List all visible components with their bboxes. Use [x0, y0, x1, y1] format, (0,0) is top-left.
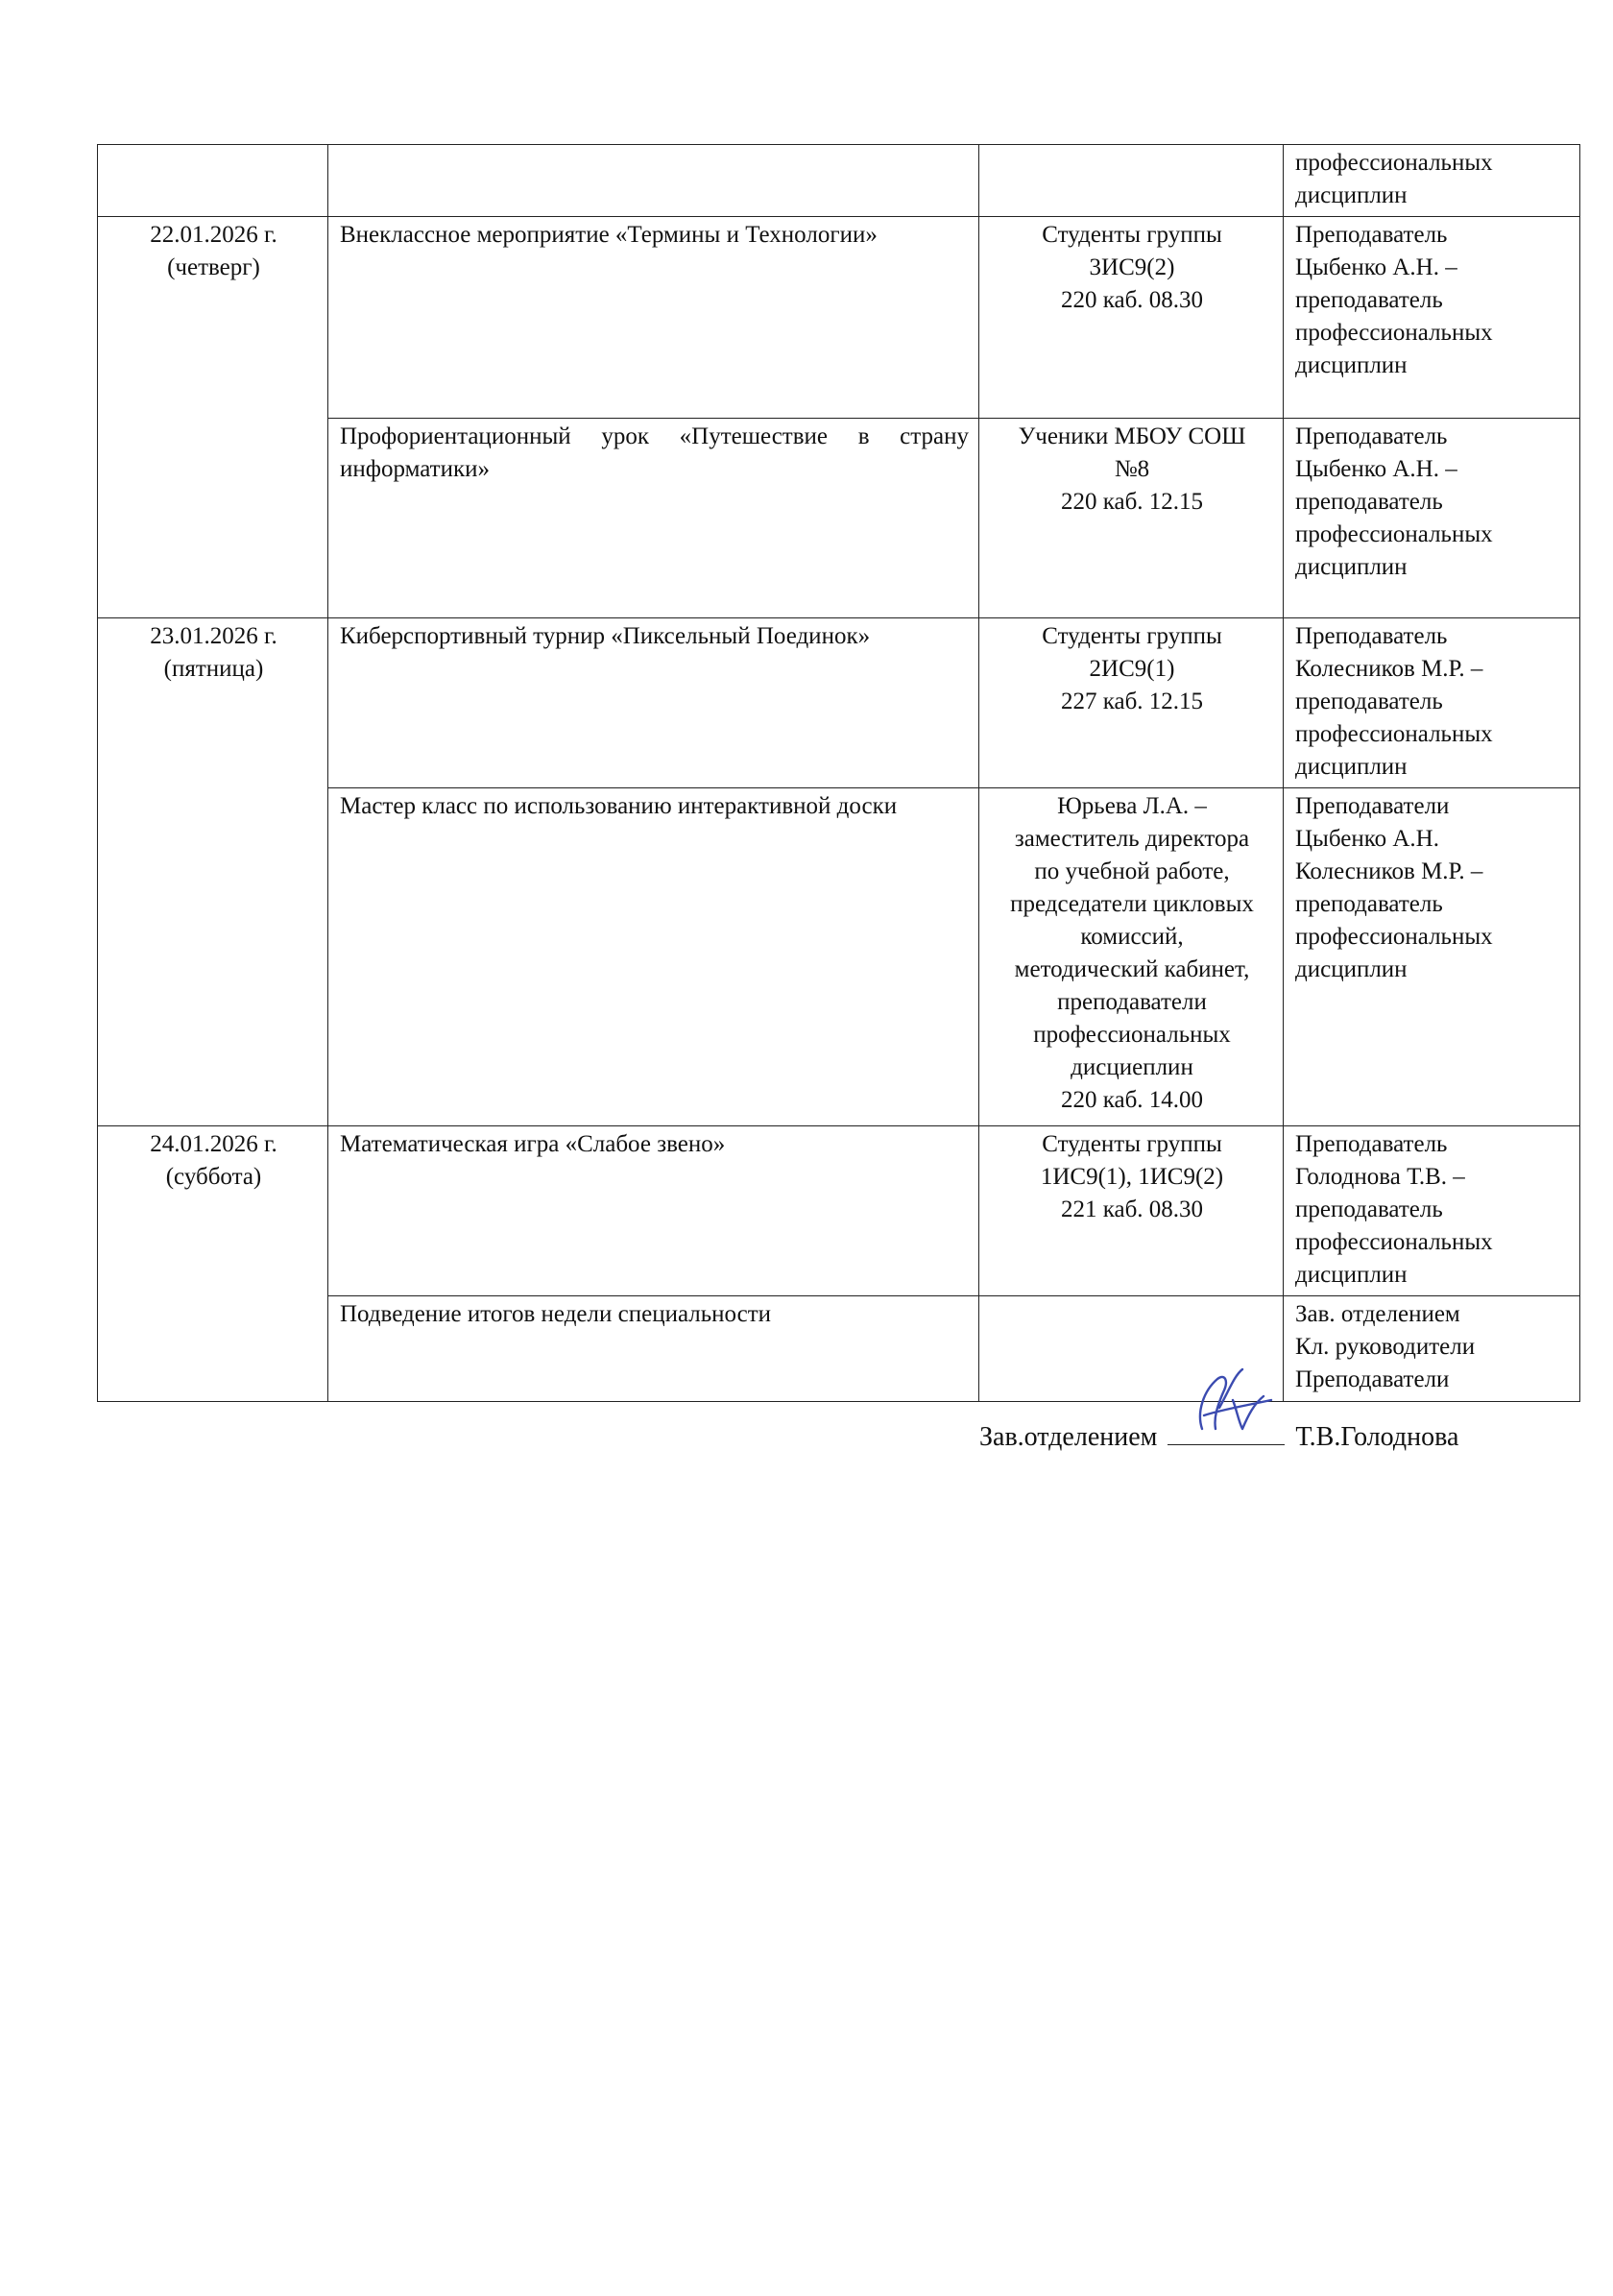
- participants-cell: [979, 145, 1284, 217]
- weekday-text: (суббота): [165, 1164, 262, 1190]
- event-cell: Мастер класс по использованию интерактивной доски: [328, 788, 979, 1126]
- participants-cell: Студенты группы 2ИС9(1) 227 каб. 12.15: [979, 618, 1284, 788]
- signer-name: Т.В.Голоднова: [1295, 1422, 1459, 1452]
- responsible-cell: Преподаватель Голоднова Т.В. – преподаватель профессиональных дисциплин: [1284, 1126, 1580, 1296]
- event-cell: Математическая игра «Слабое звено»: [328, 1126, 979, 1296]
- date-text: 24.01.2026 г.: [150, 1131, 277, 1157]
- weekday-text: (четверг): [167, 254, 260, 280]
- responsible-cell: профессиональных дисциплин: [1284, 145, 1580, 217]
- signature-line: [1168, 1419, 1285, 1445]
- event-cell: [328, 145, 979, 217]
- event-cell: Киберспортивный турнир «Пиксельный Поединок»: [328, 618, 979, 788]
- signer-position: Зав.отделением: [979, 1422, 1158, 1452]
- signature-icon: [1175, 1362, 1281, 1448]
- participants-cell: Студенты группы 1ИС9(1), 1ИС9(2) 221 каб. 08.30: [979, 1126, 1284, 1296]
- weekday-text: (пятница): [163, 656, 264, 682]
- event-cell: Внеклассное мероприятие «Термины и Технологии»: [328, 217, 979, 419]
- participants-cell: Студенты группы 3ИС9(2) 220 каб. 08.30: [979, 217, 1284, 419]
- event-cell: Профориентационный урок «Путешествие в страну информатики»: [328, 419, 979, 618]
- event-cell: Подведение итогов недели специальности: [328, 1296, 979, 1402]
- signature-block: [979, 1419, 1458, 1455]
- date-cell: [98, 618, 328, 1126]
- participants-cell: Ученики МБОУ СОШ №8 220 каб. 12.15: [979, 419, 1284, 618]
- responsible-cell: Зав. отделением Кл. руководители Преподаватели: [1284, 1296, 1580, 1402]
- table-row: [98, 217, 1580, 419]
- table-row: [98, 618, 1580, 788]
- responsible-cell: Преподаватель Цыбенко А.Н. – преподаватель профессиональных дисциплин: [1284, 217, 1580, 419]
- participants-cell: Юрьева Л.А. – заместитель директора по учебной работе, председатели цикловых комиссий, методический кабинет, преподаватели профессиональных дисциеплин 220 каб. 14.00: [979, 788, 1284, 1126]
- table-row: [98, 145, 1580, 217]
- date-cell: [98, 145, 328, 217]
- date-text: 22.01.2026 г.: [150, 222, 277, 248]
- responsible-cell: Преподаватели Цыбенко А.Н. Колесников М.Р. – преподаватель профессиональных дисциплин: [1284, 788, 1580, 1126]
- date-text: 23.01.2026 г.: [150, 623, 277, 649]
- date-cell: [98, 1126, 328, 1402]
- table-row: [98, 1126, 1580, 1296]
- responsible-cell: Преподаватель Колесников М.Р. – преподаватель профессиональных дисциплин: [1284, 618, 1580, 788]
- schedule-table: [97, 144, 1580, 1402]
- date-cell: [98, 217, 328, 618]
- responsible-cell: Преподаватель Цыбенко А.Н. – преподаватель профессиональных дисциплин: [1284, 419, 1580, 618]
